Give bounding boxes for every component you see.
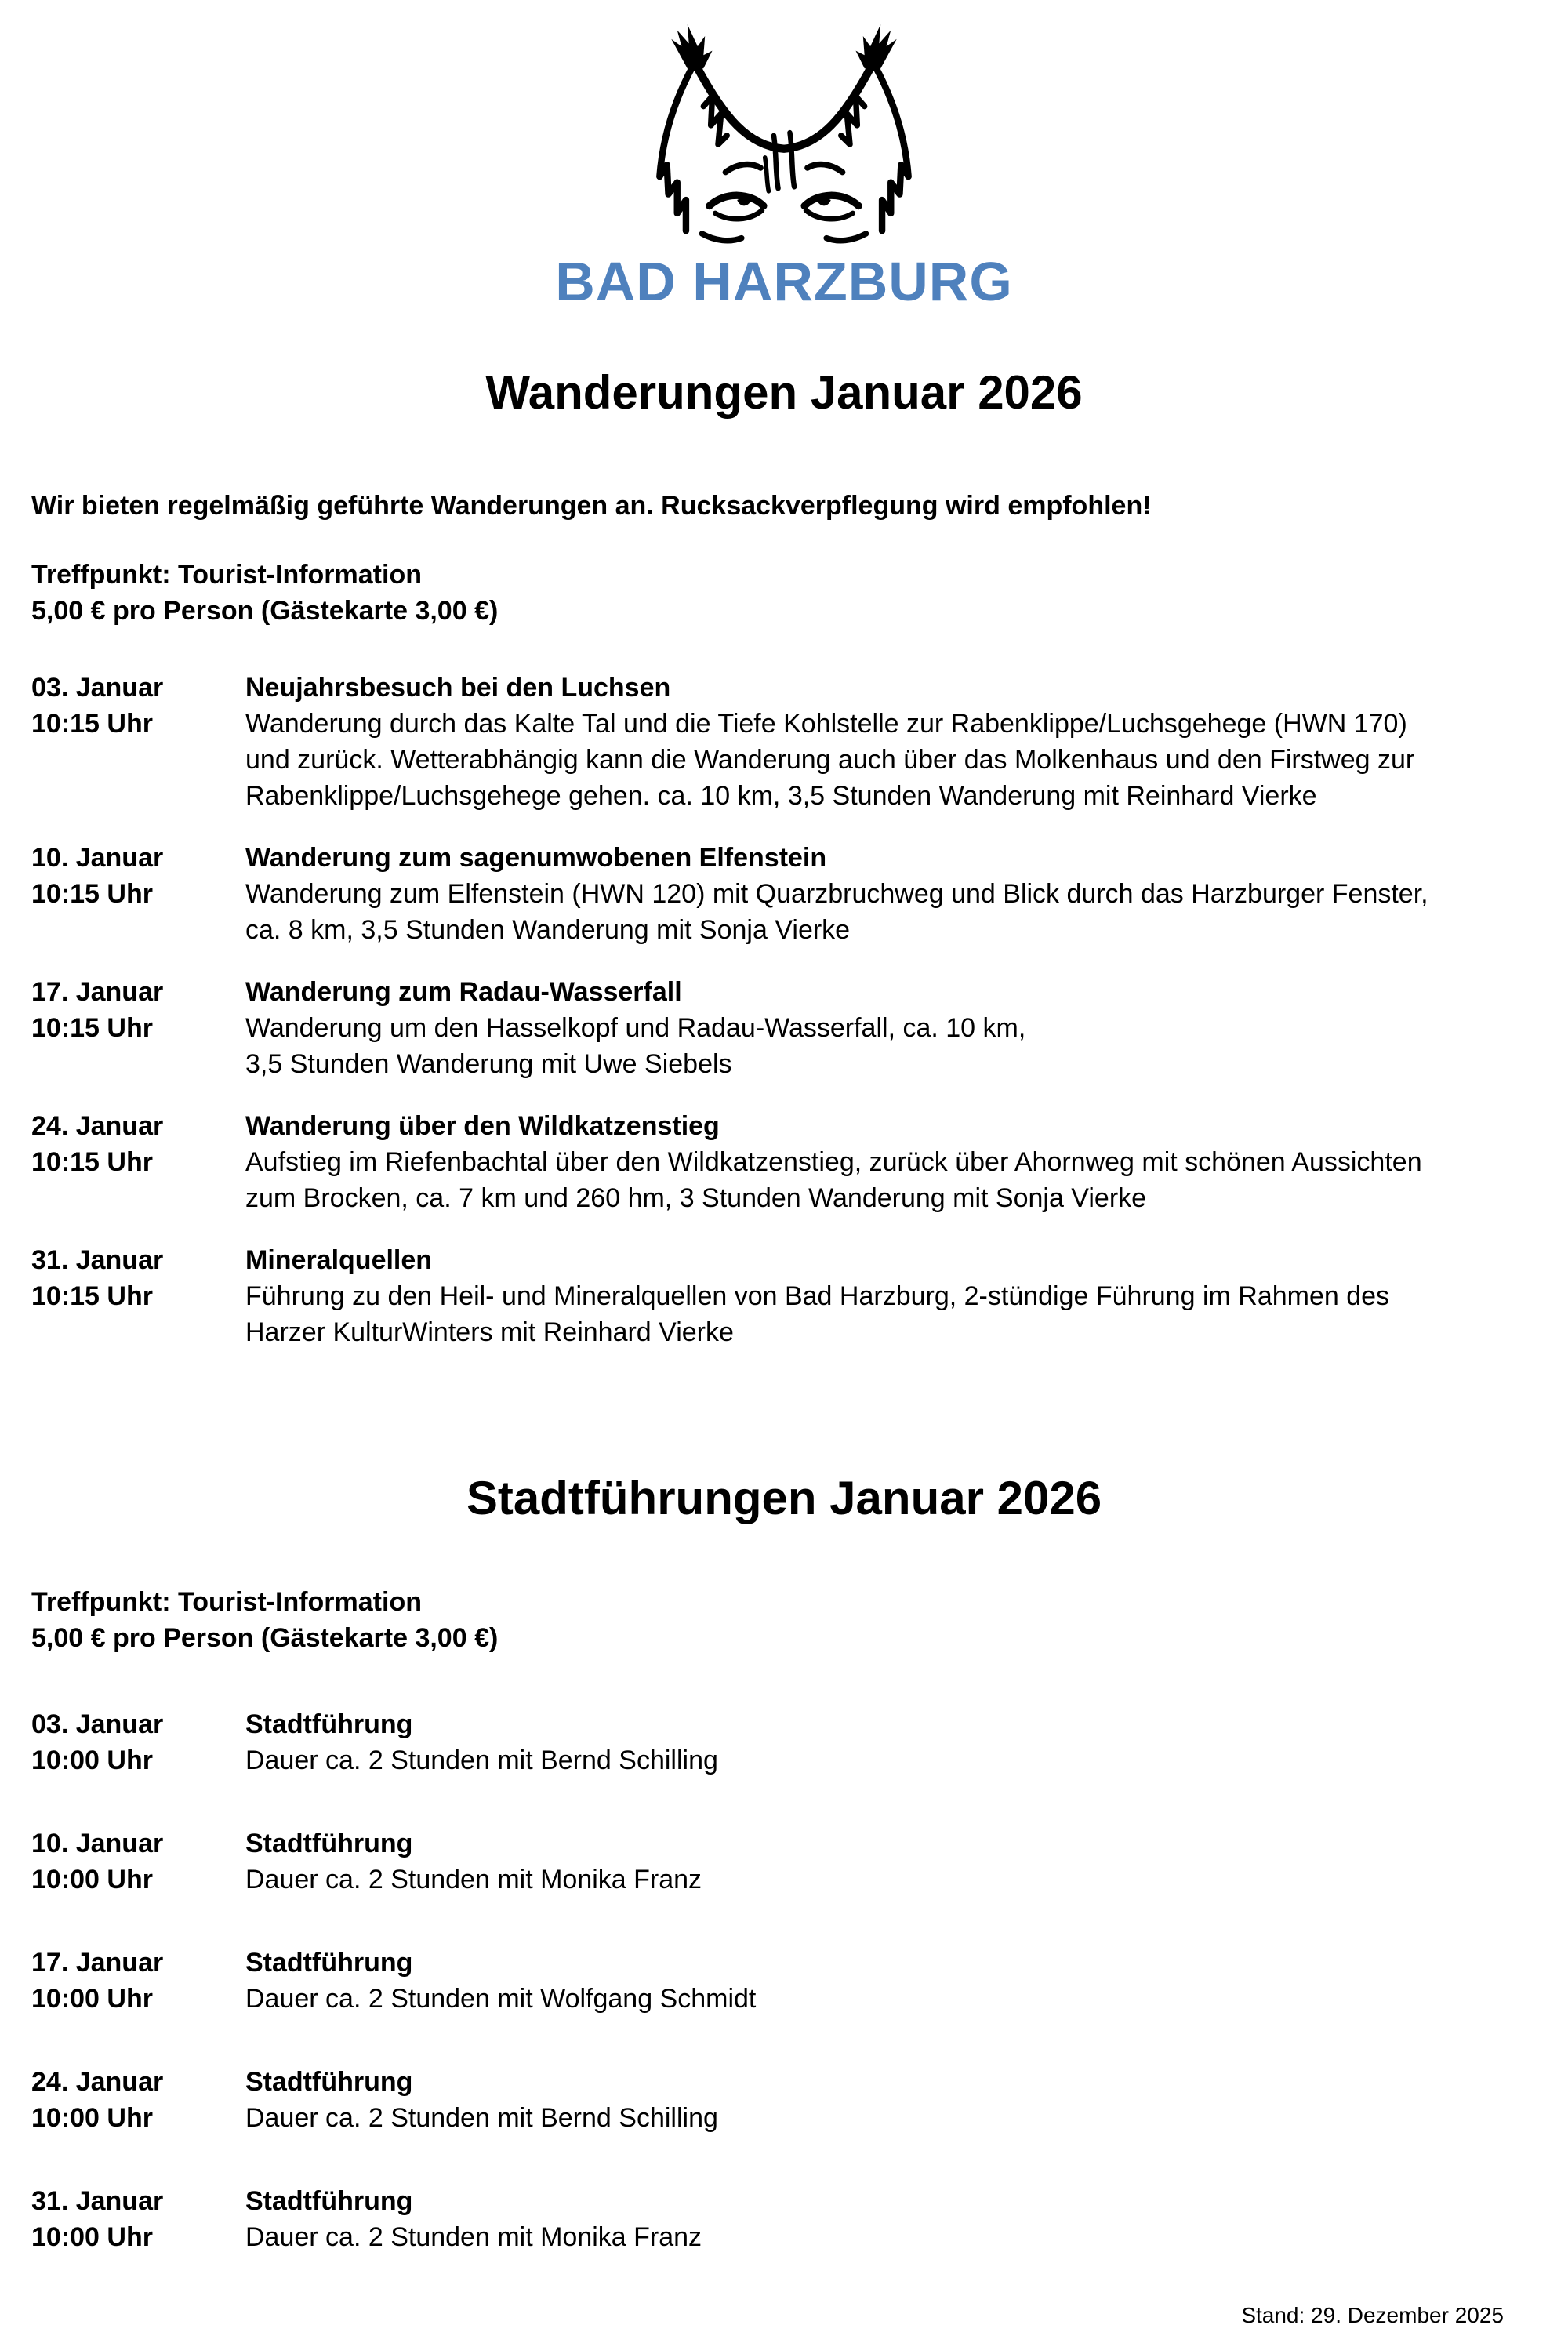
event-description [245, 2100, 1537, 2136]
event-description-line: Dauer ca. 2 Stunden mit Monika Franz [245, 1865, 702, 1894]
section-title: Wanderungen Januar 2026 [485, 366, 1083, 419]
event-time: 10:00 Uhr [31, 1745, 153, 1775]
event-description-line: Wanderung um den Hasselkopf und Radau-Wasserfall, ca. 10 km, [245, 1013, 1026, 1043]
lynx-head-icon [600, 14, 968, 256]
event-time: 10:15 Uhr [31, 1281, 153, 1311]
event-body [245, 974, 1537, 1082]
event-time: 10:00 Uhr [31, 2103, 153, 2133]
event-description-line: zum Brocken, ca. 7 km und 260 hm, 3 Stunden Wanderung mit Sonja Vierke [245, 1183, 1147, 1213]
event-description-line: Wanderung durch das Kalte Tal und die Tiefe Kohlstelle zur Rabenklippe/Luchsgehege (HWN 170) [245, 709, 1407, 739]
event-description [245, 876, 1537, 948]
event-row [31, 670, 1537, 814]
event-body [245, 670, 1537, 814]
event-title: Stadtführung [245, 1709, 413, 1739]
event-date: 03. Januar [31, 1709, 164, 1739]
event-description-line: 3,5 Stunden Wanderung mit Uwe Siebels [245, 1049, 732, 1079]
event-title: Stadtführung [245, 2186, 413, 2216]
event-date: 10. Januar [31, 1829, 164, 1858]
section [31, 1473, 1537, 2255]
event-row [31, 1706, 1537, 1778]
event-list [31, 670, 1537, 1350]
event-time: 10:15 Uhr [31, 1013, 153, 1043]
event-body [245, 2183, 1537, 2255]
event-when [31, 2064, 245, 2136]
sections-container [31, 309, 1537, 2302]
event-date: 31. Januar [31, 2186, 164, 2216]
section-meta [31, 557, 1537, 629]
event-when [31, 1108, 245, 1216]
event-body [245, 1108, 1537, 1216]
event-body [245, 840, 1537, 948]
event-time: 10:00 Uhr [31, 1984, 153, 2014]
event-description-line: Führung zu den Heil- und Mineralquellen von Bad Harzburg, 2-stündige Führung im Rahmen des [245, 1281, 1390, 1311]
event-description-line: Aufstieg im Riefenbachtal über den Wildkatzenstieg, zurück über Ahornweg mit schönen Aussichten [245, 1147, 1422, 1177]
section-intro: Wir bieten regelmäßig geführte Wanderungen an. Rucksackverpflegung wird empfohlen! [31, 491, 1152, 521]
event-when [31, 670, 245, 814]
event-body [245, 1242, 1537, 1350]
event-description [245, 1981, 1537, 2017]
event-title: Mineralquellen [245, 1245, 433, 1275]
event-description-line: Dauer ca. 2 Stunden mit Bernd Schilling [245, 2103, 718, 2133]
document-footer [31, 2302, 1537, 2329]
event-date: 17. Januar [31, 977, 164, 1007]
event-when [31, 1825, 245, 1898]
event-body [245, 2064, 1537, 2136]
event-description-line: Dauer ca. 2 Stunden mit Wolfgang Schmidt [245, 1984, 757, 2014]
event-body [245, 1945, 1537, 2017]
event-description-line: Harzer KulturWinters mit Reinhard Vierke [245, 1317, 734, 1347]
event-row [31, 2183, 1537, 2255]
event-description [245, 1742, 1537, 1778]
event-row [31, 974, 1537, 1082]
event-title: Stadtführung [245, 1829, 413, 1858]
event-date: 24. Januar [31, 2067, 164, 2097]
event-description [245, 1144, 1537, 1216]
event-title: Wanderung zum sagenumwobenen Elfenstein [245, 843, 827, 873]
event-title: Stadtführung [245, 1948, 413, 1978]
event-row [31, 1825, 1537, 1898]
event-row [31, 2064, 1537, 2136]
event-date: 31. Januar [31, 1245, 164, 1275]
event-description-line: Dauer ca. 2 Stunden mit Bernd Schilling [245, 1745, 718, 1775]
logo-block [31, 14, 1537, 312]
event-description [245, 1278, 1537, 1350]
event-body [245, 1825, 1537, 1898]
event-when [31, 840, 245, 948]
event-list [31, 1706, 1537, 2255]
event-description-line: Dauer ca. 2 Stunden mit Monika Franz [245, 2222, 702, 2252]
event-description [245, 1010, 1537, 1082]
event-row [31, 1945, 1537, 2017]
event-title: Neujahrsbesuch bei den Luchsen [245, 673, 671, 703]
event-row [31, 840, 1537, 948]
event-title: Wanderung über den Wildkatzenstieg [245, 1111, 720, 1141]
event-when [31, 2183, 245, 2255]
event-row [31, 1108, 1537, 1216]
event-description [245, 2219, 1537, 2255]
event-time: 10:15 Uhr [31, 709, 153, 739]
event-when [31, 1242, 245, 1350]
event-description [245, 706, 1537, 814]
event-date: 24. Januar [31, 1111, 164, 1141]
section-meta [31, 1584, 1537, 1656]
section [31, 367, 1537, 1350]
event-title: Wanderung zum Radau-Wasserfall [245, 977, 682, 1007]
event-description-line: Wanderung zum Elfenstein (HWN 120) mit Quarzbruchweg und Blick durch das Harzburger Fenster, [245, 879, 1428, 909]
price: 5,00 € pro Person (Gästekarte 3,00 €) [31, 1623, 499, 1653]
event-time: 10:15 Uhr [31, 879, 153, 909]
event-date: 17. Januar [31, 1948, 164, 1978]
event-description-line: ca. 8 km, 3,5 Stunden Wanderung mit Sonja Vierke [245, 915, 851, 945]
event-row [31, 1242, 1537, 1350]
event-time: 10:00 Uhr [31, 2222, 153, 2252]
event-date: 03. Januar [31, 673, 164, 703]
meeting-point: Treffpunkt: Tourist-Information [31, 560, 422, 590]
meeting-point: Treffpunkt: Tourist-Information [31, 1587, 422, 1617]
price: 5,00 € pro Person (Gästekarte 3,00 €) [31, 596, 499, 626]
event-title: Stadtführung [245, 2067, 413, 2097]
event-time: 10:00 Uhr [31, 1865, 153, 1894]
event-date: 10. Januar [31, 843, 164, 873]
event-time: 10:15 Uhr [31, 1147, 153, 1177]
event-description-line: und zurück. Wetterabhängig kann die Wanderung auch über das Molkenhaus und den Firstweg zur [245, 745, 1415, 775]
brand-wordmark: BAD HARZBURG [555, 251, 1013, 312]
event-when [31, 974, 245, 1082]
event-description [245, 1862, 1537, 1898]
event-description-line: Rabenklippe/Luchsgehege gehen. ca. 10 km, 3,5 Stunden Wanderung mit Reinhard Vierke [245, 781, 1317, 811]
event-when [31, 1945, 245, 2017]
status-date: Stand: 29. Dezember 2025 [1241, 2303, 1504, 2327]
event-body [245, 1706, 1537, 1778]
event-when [31, 1706, 245, 1778]
section-title: Stadtführungen Januar 2026 [466, 1472, 1102, 1524]
